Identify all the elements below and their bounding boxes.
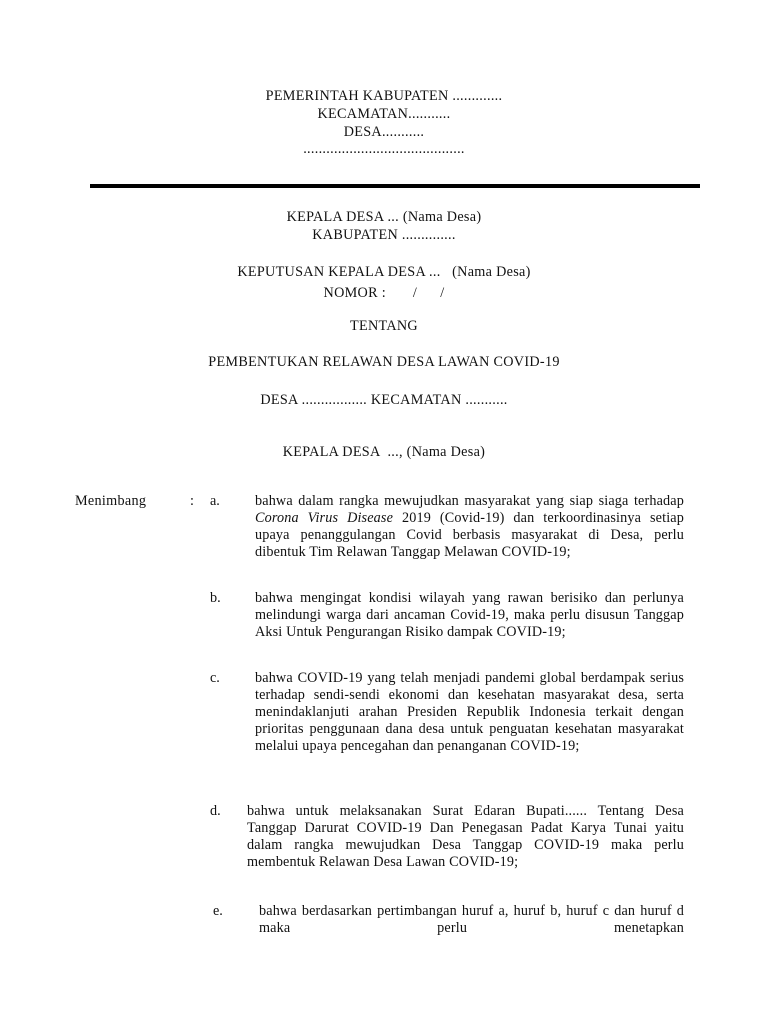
item-text-part: bahwa dalam rangka mewujudkan masyarakat yang siap siaga terhadap bbox=[255, 493, 684, 509]
considering-label: Menimbang bbox=[75, 493, 147, 509]
header-kecamatan: KECAMATAN........... bbox=[317, 106, 451, 122]
decree-number: NOMOR : / / bbox=[323, 285, 445, 301]
title-kabupaten: KABUPATEN .............. bbox=[312, 227, 456, 243]
item-letter: d. bbox=[210, 803, 221, 819]
tentang-heading: TENTANG bbox=[350, 318, 418, 334]
item-text-part: 2019 (Covid-19) dan terkoordinasinya setiap upaya penanggulangan Covid berbasis masyarakat di Desa, perlu dibentuk Tim Relawan Tanggap Melawan COVID-19; bbox=[255, 510, 684, 560]
item-text: bahwa mengingat kondisi wilayah yang rawan berisiko dan perlunya melindungi warga dari ancaman Covid-19, maka perlu disusun Tanggap Aksi Untuk Pengurangan Risiko dampak COVID-19; bbox=[255, 590, 684, 640]
decree-location: DESA ................. KECAMATAN ........... bbox=[260, 392, 508, 408]
item-letter: e. bbox=[213, 903, 223, 919]
header-kabupaten: PEMERINTAH KABUPATEN ............. bbox=[265, 88, 503, 104]
issuer-line: KEPALA DESA ..., (Nama Desa) bbox=[282, 444, 486, 460]
item-text: bahwa berdasarkan pertimbangan huruf a, huruf b, huruf c dan huruf d maka perlu menetapkan bbox=[259, 903, 684, 936]
title-kepala-desa: KEPALA DESA ... (Nama Desa) bbox=[286, 209, 482, 225]
item-text-italic: Corona Virus Disease bbox=[255, 510, 394, 526]
decree-title: KEPUTUSAN KEPALA DESA ... (Nama Desa) bbox=[237, 264, 531, 280]
header-desa: DESA........... bbox=[343, 124, 425, 140]
header-dotted-line: .......................................... bbox=[303, 141, 465, 157]
item-text: bahwa untuk melaksanakan Surat Edaran Bupati...... Tentang Desa Tanggap Darurat COVID-19 Dan Penegasan Padat Karya Tunai yaitu dalam rangka mewujudkan Desa Tanggap COVID-19 maka perlu membentuk Relawan Desa Lawan COVID-19; bbox=[247, 803, 684, 870]
item-letter: a. bbox=[210, 493, 220, 509]
item-letter: b. bbox=[210, 590, 221, 606]
item-text: bahwa COVID-19 yang telah menjadi pandemi global berdampak serius terhadap sendi-sendi ekonomi dan kesehatan masyarakat desa, serta menindaklanjuti arahan Presiden Republik Indonesia terkait dengan prioritas penggunaan dana desa untuk penguatan kesehatan masyarakat melalui upaya pencegahan dan penanganan COVID-19; bbox=[255, 670, 684, 754]
decree-subject: PEMBENTUKAN RELAWAN DESA LAWAN COVID-19 bbox=[208, 354, 560, 370]
item-letter: c. bbox=[210, 670, 220, 686]
item-text bbox=[255, 493, 684, 561]
header-divider bbox=[90, 184, 700, 188]
considering-colon: : bbox=[190, 493, 195, 509]
